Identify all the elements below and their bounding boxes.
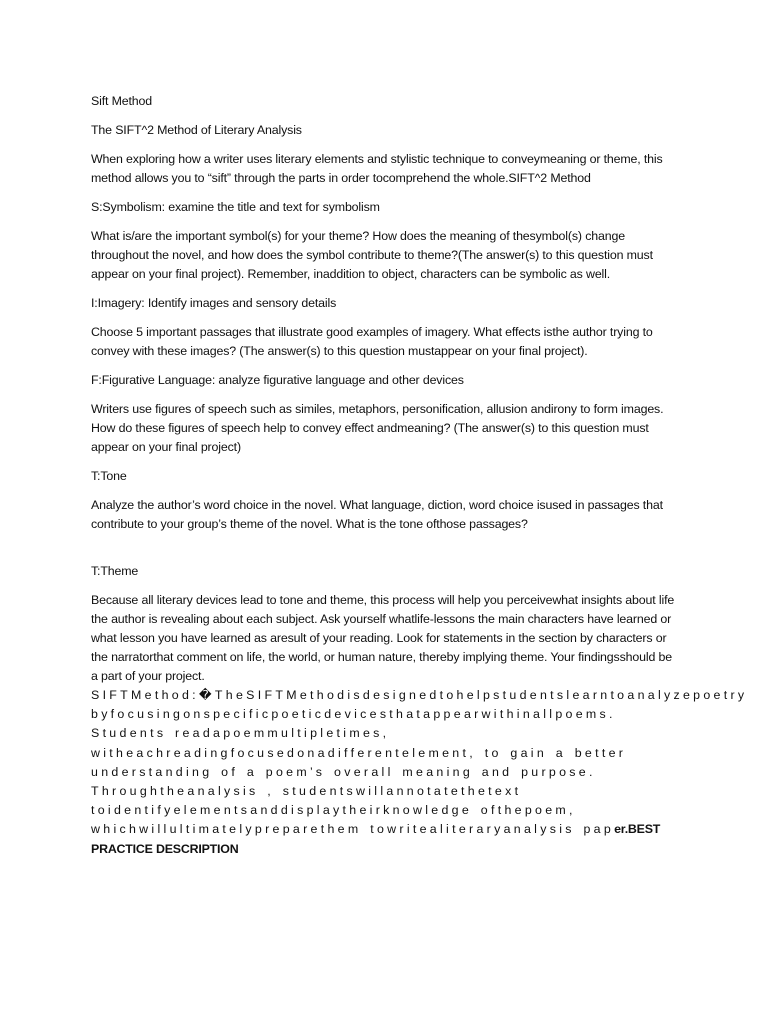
document-page (91, 92, 748, 859)
section-body-imagery: Choose 5 important passages that illustrate good examples of imagery. What effects isthe author trying to convey with these images? (The answer(s) to this question mustappear on your final project). (91, 325, 653, 358)
section-title-symbolism: S:Symbolism: examine the title and text for symbolism (91, 200, 380, 214)
section-body-symbolism: What is/are the important symbol(s) for your theme? How does the meaning of thesymbol(s) change throughout the novel, and how does the symbol contribute to theme?(The answer(s) to this question must appear on your final project). Remember, inaddition to object, characters can be symbolic as well. (91, 229, 653, 281)
section-body-theme: Because all literary devices lead to tone and theme, this process will help you perceivewhat insights about life the author is revealing about each subject. Ask yourself whatlife-lessons the main characters have learned or what lesson you have learned as aresult of your reading. Look for statements in the section by characters or the narratorthat comment on life, the world, or human nature, thereby implying theme. Your findingsshould be a part of your project. (91, 593, 675, 683)
closing-paragraph (91, 686, 748, 859)
section-title-figurative-language: F:Figurative Language: analyze figurative language and other devices (91, 373, 464, 387)
document-subheading: The SIFT^2 Method of Literary Analysis (91, 123, 302, 137)
section-body-figurative-language: Writers use figures of speech such as similes, metaphors, personification, allusion andirony to form images. How do these figures of speech help to convey effect andmeaning? (The answer(s) to this question must appear on your final project) (91, 402, 664, 454)
closing-spaced-text: SIFTMethod:�TheSIFTMethodisdesignedtohelpstudentslearntoanalyzepoetry byfocusingonspecificpoeticdevicesthatappearwithinallpoems. Students readapoemmultipletimes, witheachreadingfocusedonadifferentelement, to gain a better understanding of a poem’s overall meaning and purpose. Throughtheanalysis , studentswillannotatethetext toidentifyelementsanddisplaytheirknowledge ofthepoem, whichwillultimatelypreparethem towritealiteraryanalysis pap (91, 688, 748, 837)
section-title-imagery: I:Imagery: Identify images and sensory details (91, 296, 337, 310)
section-title-tone: T:Tone (91, 469, 127, 483)
section-title-theme: T:Theme (91, 564, 139, 578)
intro-paragraph: When exploring how a writer uses literary elements and stylistic technique to conveymeaning or theme, this method allows you to “sift” through the parts in order tocomprehend the whole.SIFT^2 Method (91, 152, 663, 185)
section-body-tone: Analyze the author’s word choice in the novel. What language, diction, word choice isused in passages that contribute to your group’s theme of the novel. What is the tone ofthose passages? (91, 498, 663, 531)
closing-tail-text: er.BEST PRACTICE DESCRIPTION (91, 822, 661, 856)
document-heading: Sift Method (91, 94, 153, 108)
